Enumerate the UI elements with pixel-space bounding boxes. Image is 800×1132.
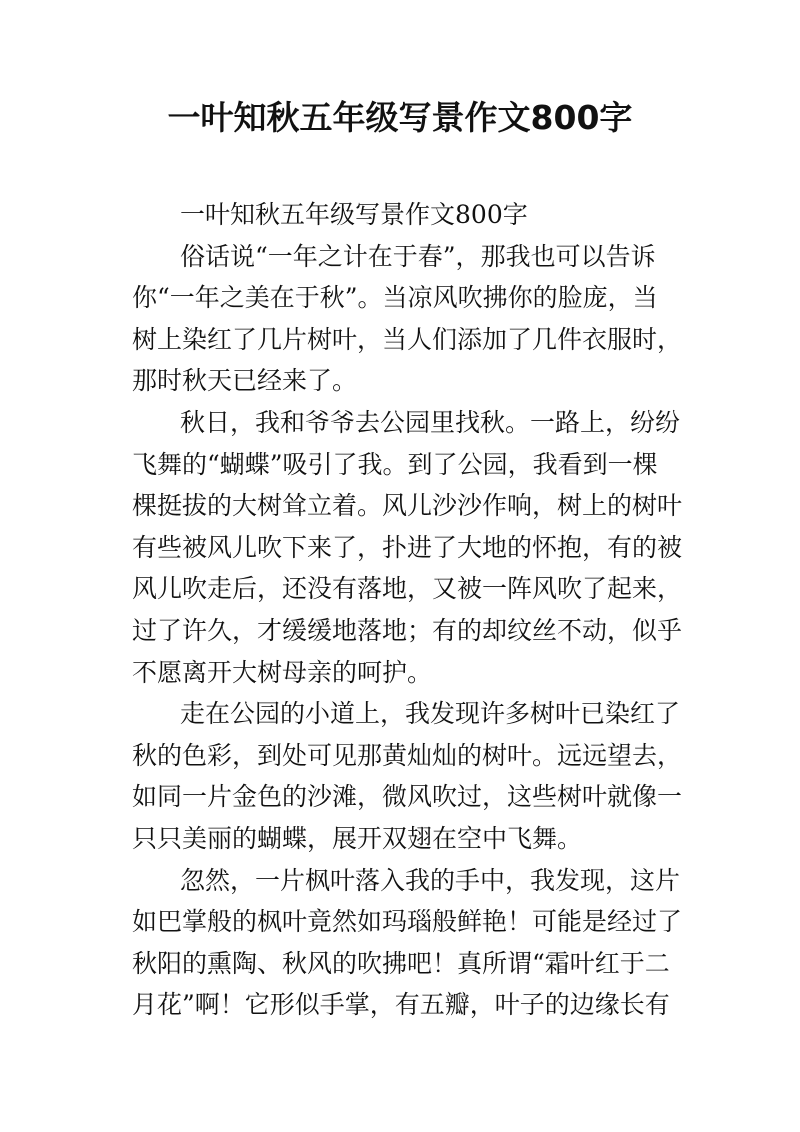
paragraph-line: 忽然，一片枫叶落入我的手中，我发现，这片	[180, 865, 681, 895]
paragraph-line: 那时秋天已经来了。	[132, 366, 358, 396]
paragraph-line: 秋的色彩，到处可见那黄灿灿的树叶。远远望去，	[132, 740, 683, 770]
paragraph-line: 秋阳的熏陶、秋风的吹拂吧！真所谓“霜叶红于二	[132, 948, 670, 978]
paragraph	[132, 693, 683, 859]
document-title: 一叶知秋五年级写景作文800字	[167, 98, 633, 137]
paragraph-line: 秋日，我和爷爷去公园里找秋。一路上，纷纷	[180, 407, 681, 437]
paragraph	[132, 402, 683, 693]
paragraph-line: 如巴掌般的枫叶竟然如玛瑙般鲜艳！可能是经过了	[132, 907, 683, 937]
paragraph-line: 如同一片金色的沙滩，微风吹过，这些树叶就像一	[132, 782, 683, 812]
document-body	[132, 194, 683, 1026]
paragraph-line: 月花”啊！它形似手掌，有五瓣，叶子的边缘长有	[132, 990, 670, 1020]
subtitle: 一叶知秋五年级写景作文800字	[180, 200, 528, 229]
paragraph-line: 过了许久，才缓缓地落地；有的却纹丝不动，似乎	[132, 615, 683, 645]
paragraph-line: 棵挺拔的大树耸立着。风儿沙沙作响，树上的树叶	[132, 491, 683, 521]
paragraph-line: 你“一年之美在于秋”。当凉风吹拂你的脸庞，当	[132, 283, 658, 313]
paragraphs	[132, 236, 683, 1026]
paragraph-line: 树上染红了几片树叶，当人们添加了几件衣服时，	[132, 324, 683, 354]
paragraph-line: 有些被风儿吹下来了，扑进了大地的怀抱，有的被	[132, 532, 683, 562]
paragraph-line: 只只美丽的蝴蝶，展开双翅在空中飞舞。	[132, 823, 583, 853]
paragraph-line: 走在公园的小道上，我发现许多树叶已染红了	[180, 699, 681, 729]
paragraph-line: 俗话说“一年之计在于春”，那我也可以告诉	[180, 241, 656, 271]
paragraph	[132, 236, 683, 402]
paragraph-line: 不愿离开大树母亲的呵护。	[132, 657, 433, 687]
paragraph-line: 飞舞的“蝴蝶”吸引了我。到了公园，我看到一棵	[132, 449, 658, 479]
paragraph-line: 风儿吹走后，还没有落地，又被一阵风吹了起来，	[132, 574, 683, 604]
paragraph	[132, 860, 683, 1026]
